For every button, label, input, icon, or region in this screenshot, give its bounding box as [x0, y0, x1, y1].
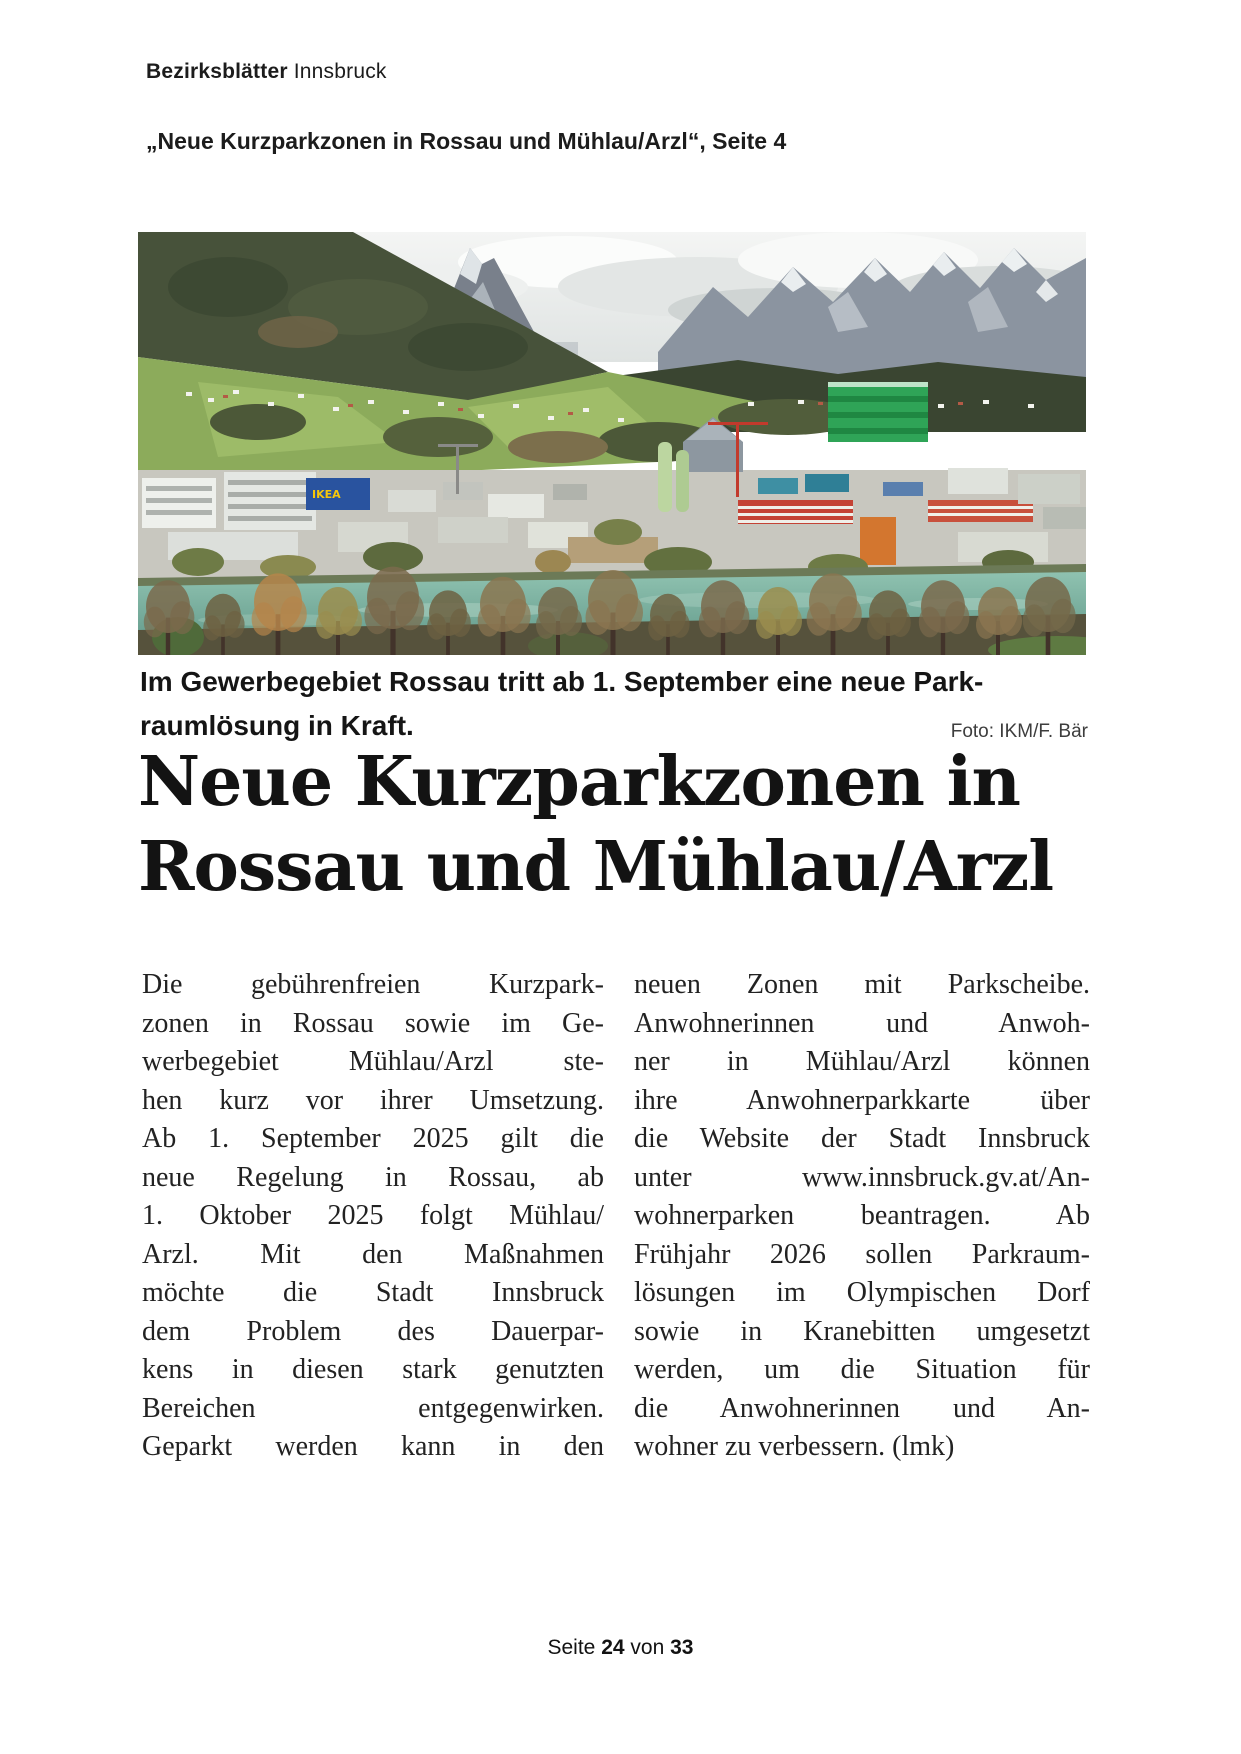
- innsbruck-aerial-photo: [138, 232, 1086, 655]
- body-line: die Website der Stadt Innsbruck: [634, 1123, 1090, 1154]
- body-line: unter www.innsbruck.gv.at/An-: [634, 1161, 1090, 1193]
- body-line: werbegebiet Mühlau/Arzl ste-: [142, 1046, 604, 1077]
- publication-edition: Innsbruck: [293, 60, 387, 83]
- article-body: [142, 966, 1090, 1467]
- article-column-2: [634, 966, 1090, 1467]
- article-reference-line: „Neue Kurzparkzonen in Rossau und Mühlau/Arzl“, Seite 4: [146, 128, 787, 154]
- body-line: Arzl. Mit den Maßnahmen: [142, 1238, 604, 1270]
- body-line: werden, um die Situation für: [634, 1354, 1090, 1385]
- photo-credit: Foto: IKM/F. Bär: [950, 721, 1088, 742]
- article-headline: [138, 740, 1128, 910]
- body-line: möchte die Stadt Innsbruck: [142, 1277, 604, 1308]
- body-line: neue Regelung in Rossau, ab: [142, 1161, 604, 1193]
- body-line: zonen in Rossau sowie im Ge-: [142, 1007, 604, 1039]
- headline-line-1: Neue Kurzparkzonen in: [138, 742, 1020, 822]
- caption-line-2: raumlösung in Kraft.: [140, 710, 414, 741]
- body-line: 1. Oktober 2025 folgt Mühlau/: [142, 1200, 604, 1231]
- body-line: wohnerparken beantragen. Ab: [634, 1200, 1090, 1231]
- body-line: wohner zu verbessern. (lmk): [634, 1431, 955, 1462]
- footer-separator: von: [630, 1636, 665, 1659]
- page-footer: [0, 1636, 1241, 1660]
- ikea-sign: IKEA: [312, 488, 341, 501]
- body-line: kens in diesen stark genutzten: [142, 1354, 604, 1385]
- body-line: sowie in Kranebitten umgesetzt: [634, 1315, 1090, 1347]
- photo-caption: [140, 660, 1088, 748]
- publication-name: Bezirksblätter: [146, 60, 288, 83]
- article-photo: [138, 232, 1086, 655]
- publication-header: [146, 60, 387, 84]
- caption-line-1: Im Gewerbegebiet Rossau tritt ab 1. September eine neue Park-: [140, 666, 984, 697]
- body-line: Bereichen entgegenwirken.: [142, 1392, 604, 1424]
- footer-label: Seite: [547, 1636, 596, 1659]
- footer-page-number: 24: [601, 1636, 625, 1659]
- body-line: dem Problem des Dauerpar-: [142, 1315, 604, 1347]
- body-line: Anwohnerinnen und Anwoh-: [634, 1007, 1090, 1039]
- body-line: hen kurz vor ihrer Umsetzung.: [142, 1084, 604, 1116]
- body-line: Die gebührenfreien Kurzpark-: [142, 969, 604, 1000]
- body-line: Ab 1. September 2025 gilt die: [142, 1123, 604, 1154]
- headline-line-2: Rossau und Mühlau/Arzl: [138, 827, 1054, 907]
- body-line: lösungen im Olympischen Dorf: [634, 1277, 1090, 1308]
- body-line: die Anwohnerinnen und An-: [634, 1392, 1090, 1424]
- article-column-1: [142, 966, 604, 1467]
- footer-total-pages: 33: [670, 1636, 694, 1659]
- body-line: ihre Anwohnerparkkarte über: [634, 1084, 1090, 1116]
- body-line: Geparkt werden kann in den: [142, 1431, 604, 1462]
- body-line: ner in Mühlau/Arzl können: [634, 1046, 1090, 1077]
- body-line: neuen Zonen mit Parkscheibe.: [634, 969, 1090, 1000]
- body-line: Frühjahr 2026 sollen Parkraum-: [634, 1238, 1090, 1270]
